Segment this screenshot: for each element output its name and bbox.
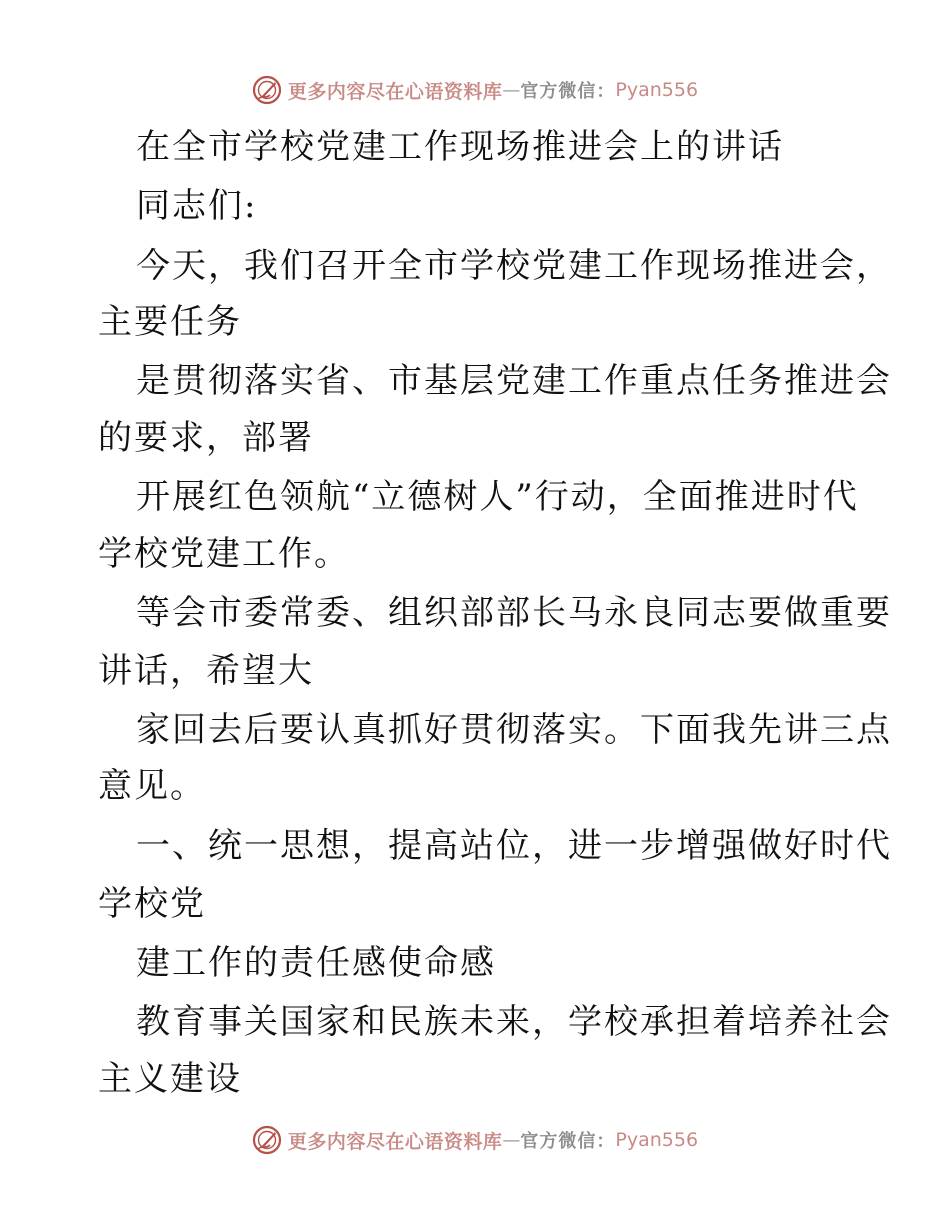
paragraph-line: 意见。 xyxy=(98,766,206,806)
paragraph-line: 开展红色领航“立德树人”行动，全面推进时代 xyxy=(136,477,859,517)
quill-seal-icon xyxy=(252,1125,282,1155)
paragraph-line: 是贯彻落实省、市基层党建工作重点任务推进会 xyxy=(136,361,892,401)
watermark-wechat-label: 官方微信： xyxy=(520,81,616,102)
paragraph-line: 讲话，希望大 xyxy=(98,651,314,691)
footer-watermark xyxy=(0,1120,950,1160)
paragraph-line: 学校党建工作。 xyxy=(98,534,350,574)
paragraph-line: 等会市委常委、组织部部长马永良同志要做重要 xyxy=(136,593,892,633)
document-title: 在全市学校党建工作现场推进会上的讲话 xyxy=(136,127,784,167)
section-heading-line: 一、统一思想，提高站位，进一步增强做好时代 xyxy=(136,826,892,866)
header-watermark xyxy=(0,70,950,110)
salutation: 同志们: xyxy=(136,186,258,226)
watermark-text: 更多内容尽在心语资料库 xyxy=(287,1130,503,1153)
watermark-wechat-id: Pyan556 xyxy=(615,79,699,101)
watermark-separator: — xyxy=(502,1129,521,1151)
paragraph-line: 家回去后要认真抓好贯彻落实。下面我先讲三点 xyxy=(136,710,892,750)
paragraph-line: 的要求，部署 xyxy=(98,418,314,458)
paragraph-line: 主要任务 xyxy=(98,302,242,342)
paragraph-line: 教育事关国家和民族未来，学校承担着培养社会 xyxy=(136,1002,892,1042)
section-heading-line: 建工作的责任感使命感 xyxy=(136,943,496,983)
watermark-wechat-label: 官方微信： xyxy=(520,1131,616,1152)
section-heading-line: 学校党 xyxy=(98,884,206,924)
watermark-wechat-id: Pyan556 xyxy=(615,1129,699,1151)
paragraph-line: 主义建设 xyxy=(98,1059,242,1099)
watermark-text: 更多内容尽在心语资料库 xyxy=(287,80,503,103)
quill-seal-icon xyxy=(252,75,282,105)
paragraph-line: 今天，我们召开全市学校党建工作现场推进会， xyxy=(136,246,892,286)
watermark-separator: — xyxy=(502,79,521,101)
